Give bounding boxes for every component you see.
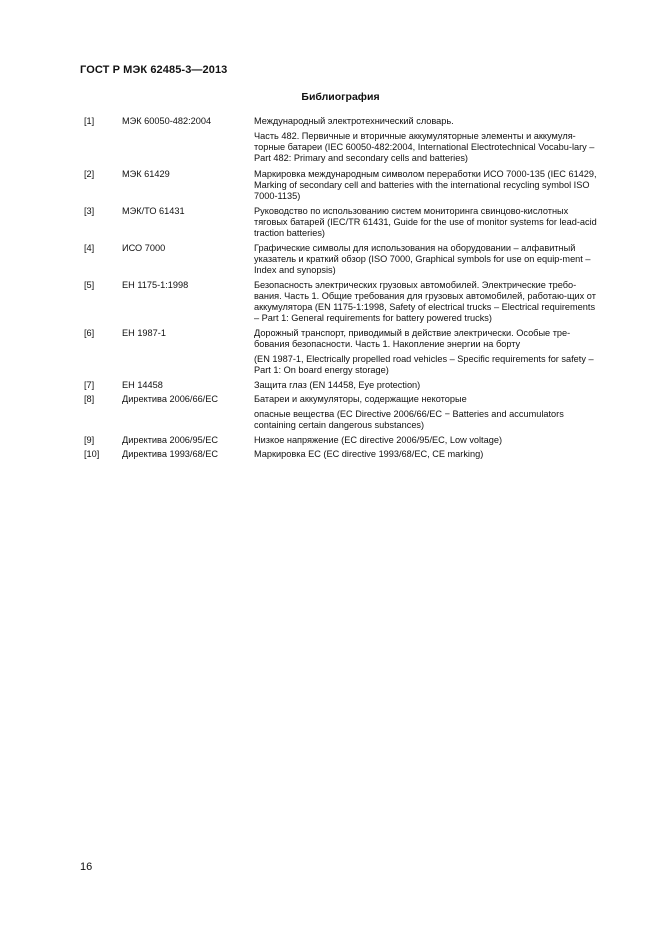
entry-reference: Директива 2006/66/ЕС [122,394,219,404]
entry-description [254,169,602,202]
entry-number: [7] [84,380,95,390]
bibliography-entry [84,394,604,431]
entry-description [254,243,602,276]
entry-description [254,449,602,460]
entry-reference: МЭК/ТО 61431 [122,206,185,216]
entry-description [254,380,602,391]
entry-paragraph: Маркировка международным символом переработки ИСО 7000-135 (IEC 61429, Marking of secondary cell and batteries with the international recycling symbol ISO 7000-1135) [254,169,597,201]
entry-reference: ИСО 7000 [122,243,166,253]
entry-number: [5] [84,280,95,290]
bibliography-entry [84,206,604,239]
entry-paragraph: Защита глаз (EN 14458, Eye protection) [254,380,421,390]
entry-number: [9] [84,435,95,445]
bibliography-entry [84,328,604,376]
entry-description [254,435,602,446]
entry-number: [8] [84,394,95,404]
entry-description [254,206,602,239]
entry-number: [1] [84,116,95,126]
entry-description [254,328,602,376]
entry-paragraph: Дорожный транспорт, приводимый в действие электрически. Особые тре-бования безопасности. Часть 1. Накопление энергии на борту [254,328,571,349]
bibliography-entry [84,380,604,391]
entry-reference: МЭК 60050-482:2004 [122,116,212,126]
entry-paragraph: (EN 1987-1, Electrically propelled road vehicles – Specific requirements for safety – Part 1: On board energy storage) [254,354,594,375]
entry-paragraph: Безопасность электрических грузовых автомобилей. Электрические требо-вания. Часть 1. Общие требования для грузовых автомобилей, работаю-щих от аккумулятора (EN 1175-1:1998, Safety of electrical trucks – Electrical requirements – Part 1: General requirements for battery powered trucks) [254,280,596,323]
entry-paragraph: Маркировка ЕС (EC directive 1993/68/EC, CE marking) [254,449,484,459]
document-header: ГОСТ Р МЭК 62485-3—2013 [80,64,228,76]
bibliography-entry [84,169,604,202]
page-number: 16 [80,861,93,873]
bibliography-list [84,116,604,460]
bibliography-entry [84,449,604,460]
bibliography-entry [84,280,604,324]
entry-number: [4] [84,243,95,253]
entry-number: [10] [84,449,100,459]
entry-paragraph: Руководство по использованию систем мониторинга свинцово-кислотных тяговых батарей (IEC/TR 61431, Guide for the use of monitor systems for lead-acid traction batteries) [254,206,597,238]
entry-paragraph: опасные вещества (EC Directive 2006/66/EC − Batteries and accumulators containing certain dangerous substances) [254,409,564,430]
entry-description [254,394,602,431]
entry-number: [3] [84,206,95,216]
entry-description [254,116,602,164]
entry-reference: Директива 2006/95/ЕС [122,435,219,445]
section-title: Библиография [301,91,380,103]
entry-reference: Директива 1993/68/ЕС [122,449,219,459]
entry-paragraph: Низкое напряжение (EC directive 2006/95/EC, Low voltage) [254,435,502,445]
entry-number: [6] [84,328,95,338]
entry-paragraph: Батареи и аккумуляторы, содержащие некоторые [254,394,467,404]
bibliography-entry [84,116,604,164]
entry-paragraph: Графические символы для использования на оборудовании – алфавитный указатель и краткий обзор (ISO 7000, Graphical symbols for use on equip-ment – Index and synopsis) [254,243,591,275]
entry-number: [2] [84,169,95,179]
entry-paragraph: Часть 482. Первичные и вторичные аккумуляторные элементы и аккумуля-торные батареи (IEC 60050-482:2004, International Electrotechnical Vocabu-lary – Part 482: Primary and secondary cells and batteries) [254,131,595,163]
bibliography-entry [84,435,604,446]
bibliography-entry [84,243,604,276]
entry-reference: МЭК 61429 [122,169,170,179]
entry-reference: ЕН 1987-1 [122,328,166,338]
entry-paragraph: Международный электротехнический словарь. [254,116,454,126]
entry-reference: ЕН 1175-1:1998 [122,280,189,290]
entry-reference: ЕН 14458 [122,380,163,390]
entry-description [254,280,602,324]
